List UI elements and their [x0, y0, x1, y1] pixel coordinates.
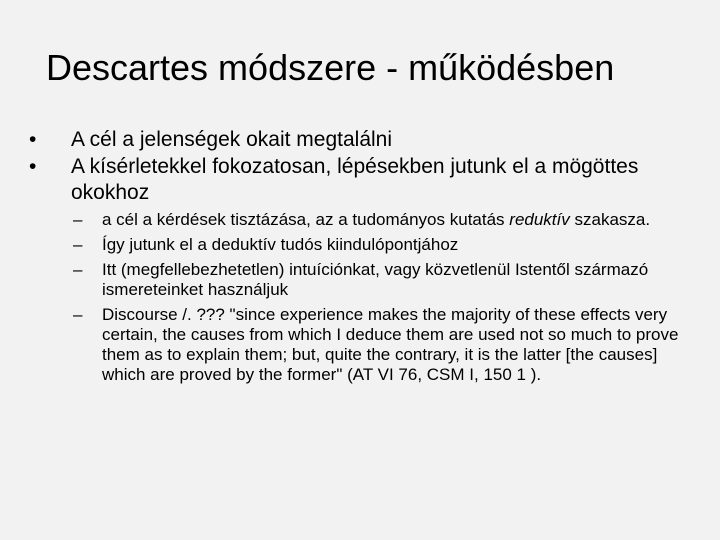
bullet-item [29, 154, 671, 206]
slide-title: Descartes módszere - működésben [46, 47, 615, 88]
bullet-text: A kísérletekkel fokozatosan, lépésekben jutunk el a mögöttes okokhoz [71, 155, 639, 204]
dash-icon: – [73, 210, 83, 229]
sub-bullet-item [73, 305, 692, 385]
bullet-icon: • [29, 155, 37, 178]
dash-icon: – [73, 260, 83, 279]
sub-bullet-text: Így jutunk el a deduktív tudós kiindulópontjához [102, 235, 459, 254]
bullet-item [29, 127, 671, 153]
sub-bullet-item [73, 235, 692, 255]
bullet-text: A cél a jelenségek okait megtalálni [71, 128, 393, 151]
bullet-icon: • [29, 128, 37, 151]
sub-bullet-emphasis: reduktív [509, 210, 570, 229]
sub-bullet-text: Discourse /. ??? "since experience makes the majority of these effects very certain, the causes from which I deduce them are used not so much to prove them as to explain them; but, quite the contrary, it is the latter [the causes] which are proved by the former" (AT VI 76, CSM I, 150 1 ). [102, 305, 679, 384]
sub-bullet-list [0, 210, 720, 385]
sub-bullet-item [73, 260, 692, 300]
slide-body [0, 127, 720, 385]
sub-bullet-item [73, 210, 692, 230]
dash-icon: – [73, 305, 83, 324]
sub-bullet-text-part: a cél a kérdések tisztázása, az a tudományos kutatás [102, 210, 510, 229]
sub-bullet-text: Itt (megfellebezhetetlen) intuíciónkat, vagy közvetlenül Istentől származó ismereteinket használjuk [102, 260, 649, 299]
dash-icon: – [73, 235, 83, 254]
sub-bullet-text-part: szakasza. [569, 210, 651, 229]
